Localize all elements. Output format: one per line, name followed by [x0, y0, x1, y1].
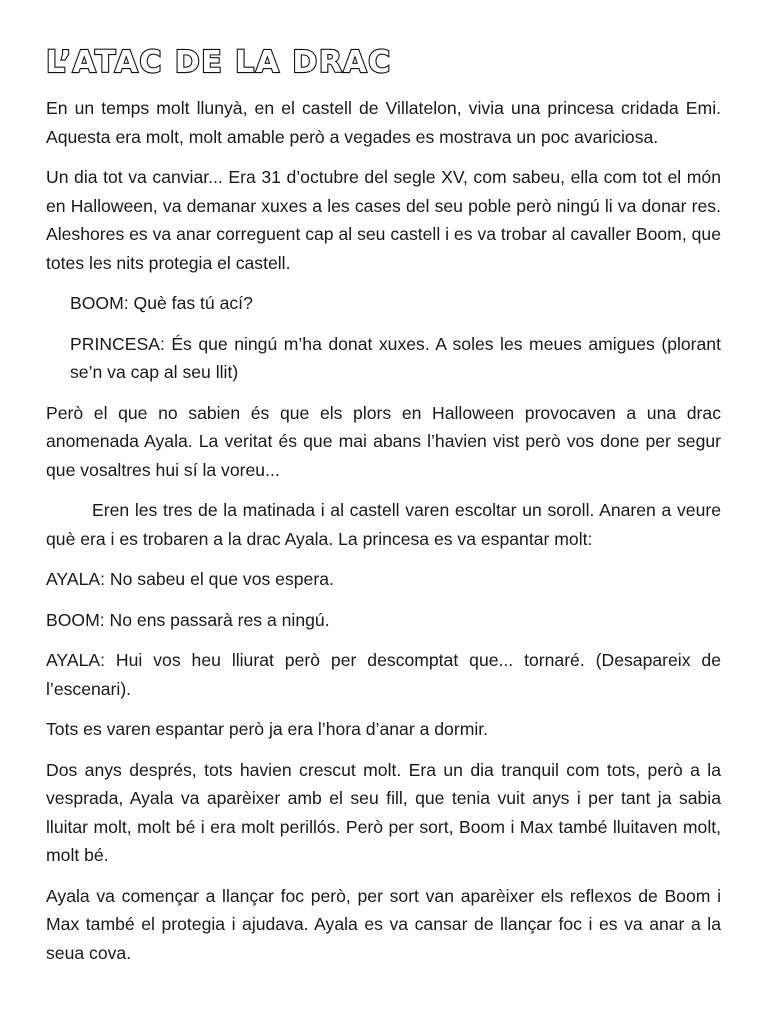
story-title: L’ATAC DE LA DRAC [46, 45, 392, 80]
paragraph-two-years: Dos anys després, tots havien crescut molt. Era un dia tranquil com tots, però a la vesprada, Ayala va aparèixer amb el seu fill, que tenia vuit anys i per tant ja sabia lluitar molt, molt bé i era molt perillós. Però per sort, Boom i Max també lluitaven molt, molt bé. [46, 759, 721, 865]
story-body [46, 94, 721, 979]
paragraph-sleep: Tots es varen espantar però ja era l’hora d’anar a dormir. [46, 719, 489, 739]
paragraph-halloween: Un dia tot va canviar... Era 31 d’octubre del segle XV, com sabeu, ella com tot el món en Halloween, va demanar xuxes a les cases del seu poble però ningú li va donar res. Aleshores es va anar correguent cap al seu castell i es va trobar al cavaller Boom, que totes les nits protegia el castell. [46, 167, 721, 273]
paragraph-intro: En un temps molt llunyà, en el castell de Villatelon, vivia una princesa cridada Emi. Aquesta era molt, molt amable però a vegades es mostrava un poc avariciosa. [46, 98, 721, 147]
dialogue-princesa: PRINCESA: És que ningú m’ha donat xuxes. A soles les meues amigues (plorant se’n va cap al seu llit) [70, 333, 721, 382]
dialogue-boom-2: BOOM: No ens passarà res a ningú. [46, 609, 330, 630]
dialogue-ayala-2: AYALA: Hui vos heu lliurat però per descomptat que... tornaré. (Desapareix de l’escenari). [46, 650, 721, 699]
paragraph-night: Eren les tres de la matinada i al castell varen escoltar un soroll. Anaren a veure què era i es trobaren a la drac Ayala. La princesa es va espantar molt: [46, 500, 721, 549]
paragraph-ayala-intro: Però el que no sabien és que els plors en Halloween provocaven a una drac anomenada Ayala. La veritat és que mai abans l’havien vist però vos done per segur que vosaltres hui sí la voreu... [46, 402, 721, 480]
dialogue-boom-1: BOOM: Què fas tú ací? [70, 293, 253, 313]
dialogue-ayala-1: AYALA: No sabeu el que vos espera. [46, 569, 334, 589]
paragraph-fire: Ayala va començar a llançar foc però, per sort van aparèixer els reflexos de Boom i Max també el protegia i ajudava. Ayala es va cansar de llançar foc i es va anar a la seua cova. [46, 885, 721, 963]
